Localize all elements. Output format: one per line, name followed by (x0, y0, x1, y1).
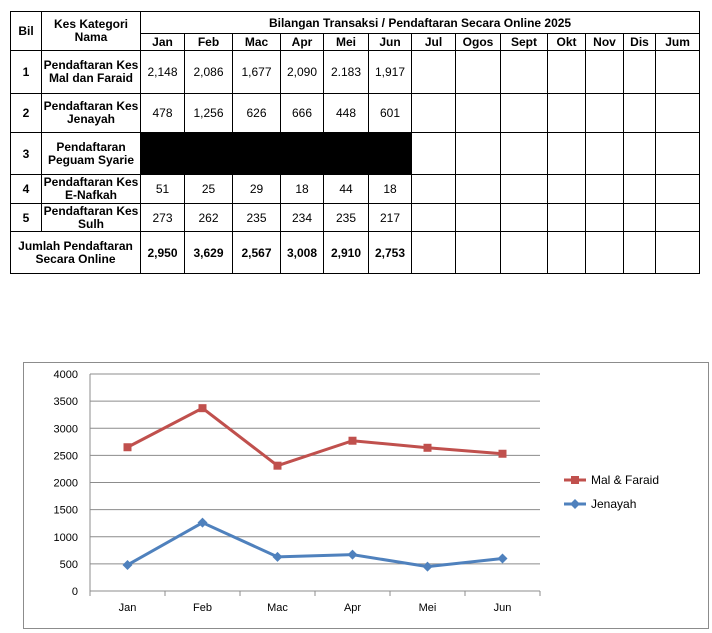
line-chart-container (23, 362, 709, 629)
legend-label: Jenayah (591, 497, 637, 511)
cell (501, 175, 548, 204)
data-point (349, 437, 357, 445)
header-month: Dis (624, 34, 656, 51)
cell: 2.183 (324, 51, 369, 94)
total-cell (624, 232, 656, 274)
cell (548, 204, 586, 232)
cell: 1,256 (185, 94, 233, 133)
x-tick-label: Feb (193, 602, 212, 614)
header-kategori: Kes Kategori Nama (42, 12, 141, 51)
total-cell (548, 232, 586, 274)
cell (624, 51, 656, 94)
series-line (128, 523, 503, 567)
total-cell: 2,753 (369, 232, 412, 274)
data-point (499, 450, 507, 458)
cell (412, 133, 456, 175)
x-tick-label: Jan (118, 602, 137, 614)
header-month: Nov (586, 34, 624, 51)
cell: 18 (281, 175, 324, 204)
header-month: Jul (412, 34, 456, 51)
y-tick-label: 4000 (53, 369, 78, 381)
total-cell (501, 232, 548, 274)
header-month: Jun (369, 34, 412, 51)
cell: 235 (324, 204, 369, 232)
total-cell (656, 232, 700, 274)
cell (624, 204, 656, 232)
total-cell: 3,008 (281, 232, 324, 274)
total-cell (456, 232, 501, 274)
redacted-block (141, 133, 412, 175)
cell (656, 175, 700, 204)
cell (624, 133, 656, 175)
header-month: Apr (281, 34, 324, 51)
cell (456, 175, 501, 204)
row-name: Pendaftaran Kes E-Nafkah (42, 175, 141, 204)
cell (412, 175, 456, 204)
total-cell (586, 232, 624, 274)
data-point (199, 404, 207, 412)
header-month: Okt (548, 34, 586, 51)
data-point (274, 462, 282, 470)
legend-marker (570, 499, 580, 509)
total-cell: 2,950 (141, 232, 185, 274)
cell: 2,090 (281, 51, 324, 94)
table-row (11, 94, 700, 133)
y-tick-label: 1000 (53, 531, 78, 544)
cell: 29 (233, 175, 281, 204)
data-point (273, 552, 283, 562)
cell: 2,148 (141, 51, 185, 94)
y-tick-label: 1500 (53, 504, 78, 517)
data-point (424, 444, 432, 452)
cell: 2,086 (185, 51, 233, 94)
cell (412, 204, 456, 232)
total-row (11, 232, 700, 274)
total-cell: 2,910 (324, 232, 369, 274)
legend-marker (571, 476, 579, 484)
total-cell: 2,567 (233, 232, 281, 274)
legend-label: Mal & Faraid (591, 473, 660, 487)
cell (586, 51, 624, 94)
cell: 478 (141, 94, 185, 133)
cell: 666 (281, 94, 324, 133)
row-bil: 3 (11, 133, 42, 175)
cell: 235 (233, 204, 281, 232)
cell: 234 (281, 204, 324, 232)
cell (501, 94, 548, 133)
online-registration-table (10, 11, 700, 274)
cell (656, 204, 700, 232)
row-bil: 2 (11, 94, 42, 133)
y-tick-label: 2000 (53, 477, 78, 490)
cell (586, 94, 624, 133)
y-tick-label: 0 (71, 586, 78, 598)
cell (456, 51, 501, 94)
cell (656, 51, 700, 94)
cell (586, 204, 624, 232)
total-cell (412, 232, 456, 274)
total-cell: 3,629 (185, 232, 233, 274)
cell (412, 94, 456, 133)
y-tick-label: 3500 (53, 396, 78, 409)
header-bil: Bil (11, 12, 42, 51)
table-row (11, 51, 700, 94)
cell: 25 (185, 175, 233, 204)
cell (548, 94, 586, 133)
cell: 1,677 (233, 51, 281, 94)
cell: 44 (324, 175, 369, 204)
header-month: Ogos (456, 34, 501, 51)
cell: 18 (369, 175, 412, 204)
data-point (423, 562, 433, 572)
header-month: Jan (141, 34, 185, 51)
table-row (11, 204, 700, 232)
cell (548, 175, 586, 204)
cell: 601 (369, 94, 412, 133)
cell: 448 (324, 94, 369, 133)
header-month: Mei (324, 34, 369, 51)
row-name: Pendaftaran Kes Jenayah (42, 94, 141, 133)
cell (586, 133, 624, 175)
data-point (498, 553, 508, 563)
cell (456, 94, 501, 133)
series-line (128, 408, 503, 466)
header-month: Sept (501, 34, 548, 51)
header-group-title: Bilangan Transaksi / Pendaftaran Secara Online 2025 (141, 12, 700, 34)
cell (501, 51, 548, 94)
cell (656, 94, 700, 133)
x-tick-label: Mac (267, 602, 288, 614)
cell (548, 51, 586, 94)
data-point (348, 550, 358, 560)
row-name: Pendaftaran Peguam Syarie (42, 133, 141, 175)
header-month: Jum (656, 34, 700, 51)
cell: 626 (233, 94, 281, 133)
row-bil: 1 (11, 51, 42, 94)
y-tick-label: 500 (59, 558, 78, 571)
y-tick-label: 2500 (53, 450, 78, 463)
cell: 1,917 (369, 51, 412, 94)
row-bil: 4 (11, 175, 42, 204)
cell: 217 (369, 204, 412, 232)
table-row (11, 133, 700, 175)
cell (624, 94, 656, 133)
y-tick-label: 3000 (53, 423, 78, 436)
line-chart (24, 363, 708, 628)
header-month: Mac (233, 34, 281, 51)
cell: 273 (141, 204, 185, 232)
row-name: Pendaftaran Kes Sulh (42, 204, 141, 232)
cell: 262 (185, 204, 233, 232)
cell (548, 133, 586, 175)
header-month: Feb (185, 34, 233, 51)
cell (501, 204, 548, 232)
table-row (11, 175, 700, 204)
row-name: Pendaftaran Kes Mal dan Faraid (42, 51, 141, 94)
data-point (124, 443, 132, 451)
cell (586, 175, 624, 204)
cell (412, 51, 456, 94)
x-tick-label: Mei (418, 602, 437, 614)
x-tick-label: Apr (343, 602, 362, 614)
cell (456, 204, 501, 232)
cell (501, 133, 548, 175)
cell: 51 (141, 175, 185, 204)
x-tick-label: Jun (493, 602, 512, 614)
cell (656, 133, 700, 175)
cell (624, 175, 656, 204)
cell (456, 133, 501, 175)
total-label: Jumlah Pendaftaran Secara Online (11, 232, 141, 274)
row-bil: 5 (11, 204, 42, 232)
